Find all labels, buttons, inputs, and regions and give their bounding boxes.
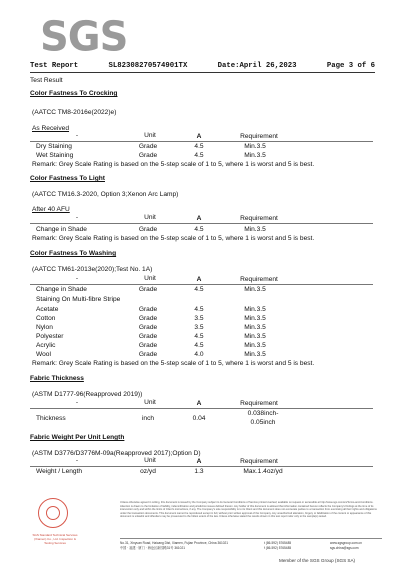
report-header	[30, 61, 375, 71]
row-unit: Grade	[138, 152, 158, 159]
row-requirement: Min.3.5	[244, 152, 266, 159]
row-value: 1.3	[194, 468, 204, 475]
row-unit: Grade	[138, 306, 158, 313]
row-value: 4.5	[194, 306, 204, 313]
row-value: 3.5	[194, 315, 204, 322]
telephone: t (86-592) 5765485	[264, 541, 292, 545]
crocking-method: (AATCC TM8-2016e(2022)e)	[32, 109, 117, 116]
col-unit: Unit	[144, 214, 156, 221]
email: sgs.china@sgs.com	[330, 546, 359, 550]
col-a: A	[196, 276, 202, 283]
test-result-title: Test Result	[30, 77, 63, 84]
row-requirement: Min.3.5	[244, 333, 266, 340]
washing-heading: Color Fastness To Washing	[30, 250, 117, 257]
light-sub: After 40 AFU	[32, 206, 70, 213]
col-dash: -	[75, 275, 79, 282]
col-dash: -	[75, 399, 79, 406]
col-a: A	[196, 215, 202, 222]
row-value: 4.0	[194, 351, 204, 358]
col-requirement: Requirement	[240, 400, 278, 407]
weight-method: (ASTM D3776/D3776M-09a(Reapproved 2017);Option D)	[32, 450, 201, 457]
row-requirement: Min.3.5	[244, 324, 266, 331]
crocking-sub: As Received	[32, 125, 70, 132]
row-label: Acrylic	[36, 342, 56, 349]
row-value: 3.5	[194, 324, 204, 331]
row-value: 4.5	[194, 342, 204, 349]
row-requirement: Min.3.5	[244, 143, 266, 150]
row-unit: Grade	[138, 342, 158, 349]
row-value: 4.5	[194, 143, 204, 150]
row-value: 4.5	[194, 333, 204, 340]
col-dash: -	[75, 214, 79, 221]
address-cn: 中国 · 福建 · 厦门 · 海沧区新园路31号 361021	[120, 546, 186, 550]
row-label: Cotton	[36, 315, 56, 322]
washing-method: (AATCC TM61-2013e(2020);Test No. 1A)	[32, 266, 153, 273]
light-remark: Remark: Grey Scale Rating is based on the 5-step scale of 1 to 5, where 1 is worst and 5 is best.	[32, 235, 315, 242]
col-requirement: Requirement	[240, 133, 278, 140]
company-seal-inner	[46, 506, 60, 520]
page-number: Page 3 of 6	[326, 62, 375, 70]
light-method: (AATCC TM16.3-2020, Option 3;Xenon Arc Lamp)	[32, 191, 179, 198]
footer-rule	[120, 538, 382, 539]
row-unit: Grade	[138, 315, 158, 322]
col-a: A	[196, 400, 202, 407]
table-rule	[30, 408, 373, 409]
sgs-logo: SGS	[40, 13, 128, 61]
fax: f (86-592) 5765485	[264, 546, 292, 550]
col-requirement: Requirement	[240, 276, 278, 283]
col-a: A	[196, 133, 202, 140]
row-label: Polyester	[36, 333, 64, 340]
row-unit: Grade	[138, 333, 158, 340]
row-label: Wool	[36, 351, 51, 358]
row-label: Dry Staining	[36, 143, 72, 150]
row-requirement: Min.3.5	[244, 315, 266, 322]
row-label: Nylon	[36, 324, 53, 331]
col-unit: Unit	[144, 399, 156, 406]
row-requirement: Min.3.5	[244, 342, 266, 349]
row-unit: Grade	[138, 351, 158, 358]
thickness-method: (ASTM D1777-96(Reapproved 2019))	[32, 391, 143, 398]
row-requirement: Min.3.5	[244, 351, 266, 358]
row-value: 4.5	[194, 286, 204, 293]
row-label: Thickness	[36, 415, 66, 422]
row-label: Staining On Multi-fibre Stripe	[36, 296, 121, 303]
row-value: 0.04	[192, 415, 206, 422]
report-date: Date:April 26,2023	[217, 62, 297, 70]
row-requirement: Max.1.4oz/yd	[243, 468, 283, 475]
crocking-heading: Color Fastness To Crocking	[30, 90, 118, 97]
row-requirement: 0.038inch-	[247, 410, 279, 417]
col-unit: Unit	[144, 457, 156, 464]
row-unit: oz/yd	[140, 468, 156, 475]
row-label: Change in Shade	[36, 226, 87, 233]
row-unit: Grade	[138, 226, 158, 233]
weight-heading: Fabric Weight Per Unit Length	[30, 434, 125, 441]
address-en: No.31, Xinyuan Road, Haicang Dist, Xiamen, Fujian Province, China 361021	[120, 541, 229, 545]
header-rule	[30, 72, 375, 73]
row-unit: Grade	[138, 286, 158, 293]
website: www.sgsgroup.com.cn	[330, 541, 362, 545]
col-requirement: Requirement	[240, 215, 278, 222]
col-a: A	[196, 458, 202, 465]
row-label: Weight / Length	[36, 468, 83, 475]
col-dash: -	[75, 132, 79, 139]
row-value: 4.5	[194, 152, 204, 159]
washing-remark: Remark: Grey Scale Rating is based on the 5-step scale of 1 to 5, where 1 is worst and 5 is best.	[32, 360, 315, 367]
row-label: Wet Staining	[36, 152, 74, 159]
report-label: Test Report	[30, 62, 79, 70]
disclaimer-text: Unless otherwise agreed in writing, this document is issued by the Company subject to its General Conditions of Service printed overleaf, available on request or accessible at http://www.sgs.com/en/Terms-and-Conditions. Attention is drawn to the limitation of liability, indemnification and jurisdiction issues defined therein. Any holder of this document is advised that information contained hereon reflects the Company's findings at the time of its intervention only and within the limits of Client's instructions, if any. The Company's sole responsibility is to its Client and this document does not exonerate parties to a transaction from exercising all their rights and obligations under the transaction documents. This document cannot be reproduced except in full, without prior written approval of the Company. Any unauthorized alteration, forgery or falsification of the content or appearance of this document is unlawful and offenders may be prosecuted to the fullest extent of the law. Unless otherwise stated the results shown in this test report refer only to the sample(s) tested.	[120, 501, 377, 518]
report-number: SL82308270574901TX	[108, 62, 188, 70]
row-requirement: 0.05inch	[250, 419, 276, 426]
col-requirement: Requirement	[240, 458, 278, 465]
col-dash: -	[75, 457, 79, 464]
row-requirement: Min.3.5	[244, 286, 266, 293]
row-label: Change in Shade	[36, 286, 87, 293]
thickness-heading: Fabric Thickness	[30, 375, 84, 382]
seal-caption: SGS Standard Technical Services (Xiamen) Co., Ltd. Inspection & Testing Services	[32, 533, 78, 545]
table-rule	[30, 223, 373, 224]
crocking-remark: Remark: Grey Scale Rating is based on the 5-step scale of 1 to 5, where 1 is worst and 5 is best.	[32, 161, 315, 168]
row-label: Acetate	[36, 306, 59, 313]
row-requirement: Min.3.5	[244, 306, 266, 313]
row-requirement: Min.3.5	[244, 226, 266, 233]
row-value: 4.5	[194, 226, 204, 233]
member-line: Member of the SGS Group (SGS SA)	[279, 558, 356, 563]
row-unit: inch	[141, 415, 155, 422]
row-unit: Grade	[138, 324, 158, 331]
col-unit: Unit	[144, 132, 156, 139]
col-unit: Unit	[144, 275, 156, 282]
light-heading: Color Fastness To Light	[30, 175, 105, 182]
row-unit: Grade	[138, 143, 158, 150]
